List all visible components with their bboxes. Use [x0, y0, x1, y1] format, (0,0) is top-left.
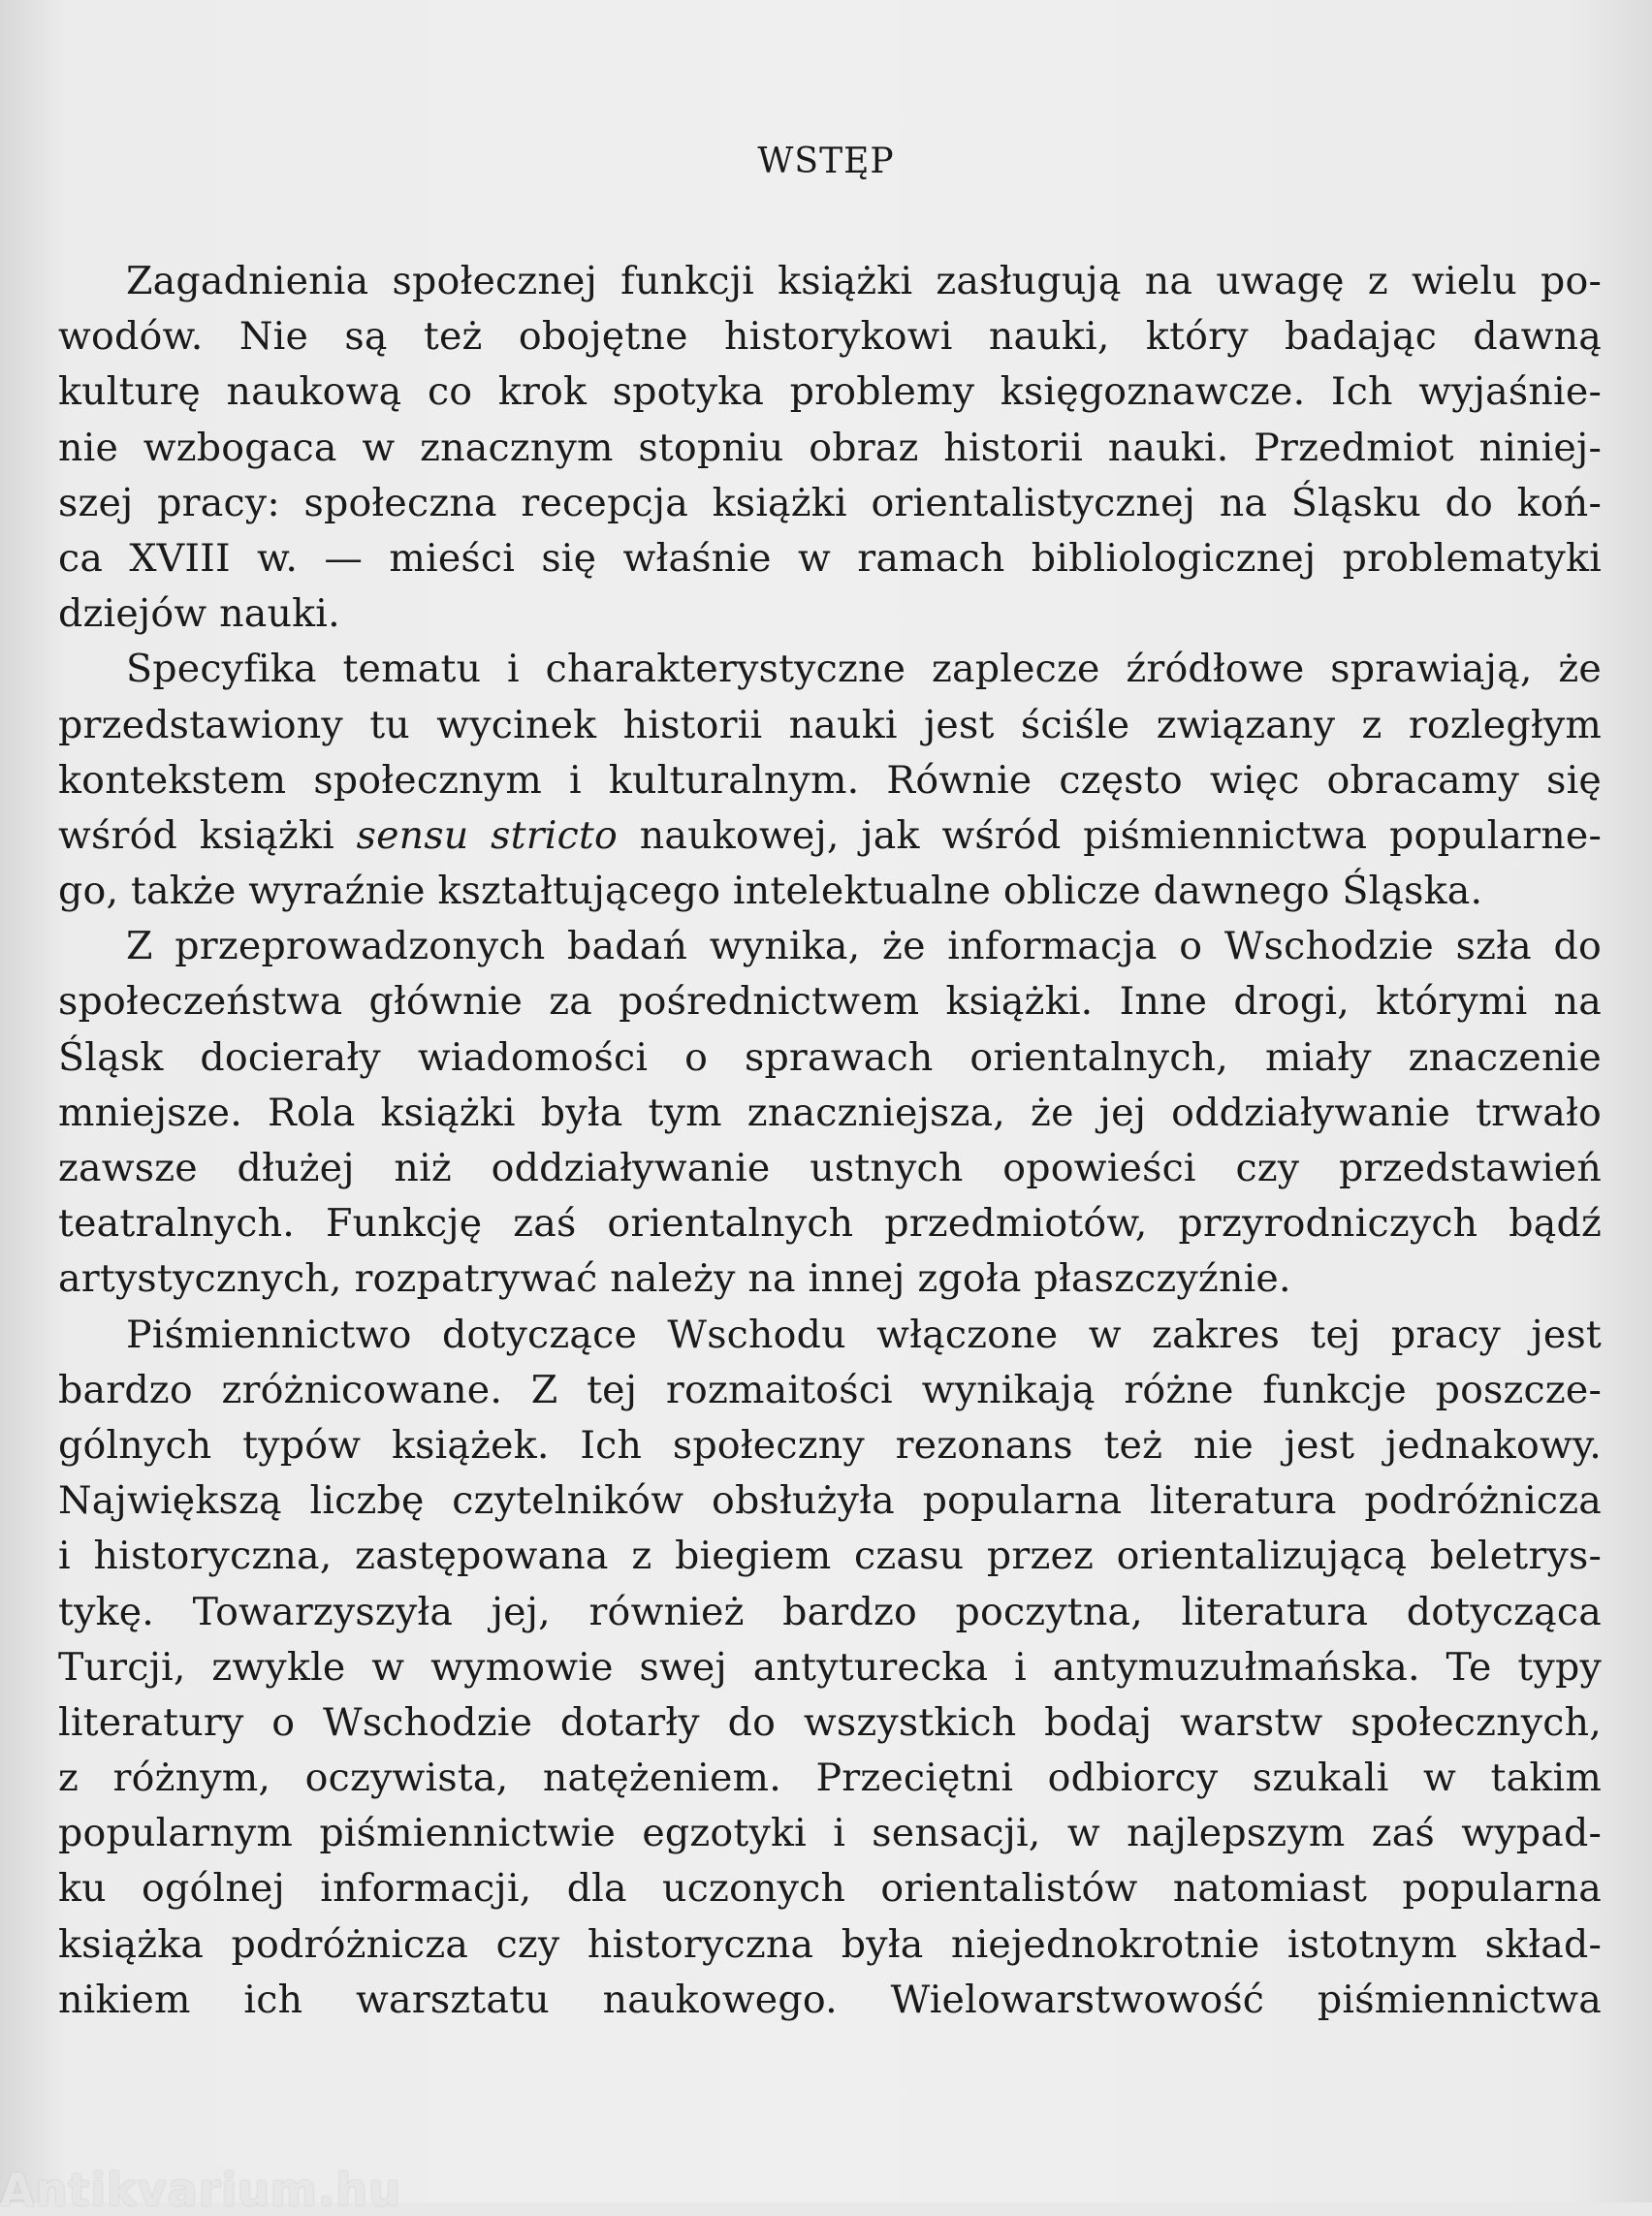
text-line: Piśmiennictwo dotyczące Wschodu włączone w zakres tej pracy jest [126, 1312, 1602, 1357]
text-fragment: wśród książki [58, 812, 357, 858]
paragraph [58, 919, 1602, 1307]
text-line: Śląsk docierały wiadomości o sprawach orientalnych, miały znaczenie [58, 1034, 1602, 1080]
text-line: popularnym piśmiennictwie egzotyki i sensacji, w najlepszym zaś wypad- [58, 1811, 1602, 1856]
text-line: szej pracy: społeczna recepcja książki orientalistycznej na Śląsku do koń- [58, 480, 1602, 525]
paragraph [58, 642, 1602, 919]
text-line: literatury o Wschodzie dotarły do wszystkich bodaj warstw społecznych, [58, 1699, 1602, 1745]
text-line: przedstawiony tu wycinek historii nauki jest ściśle związany z rozległym [58, 702, 1602, 747]
text-line: dziejów nauki. [58, 591, 340, 637]
text-line: Największą liczbę czytelników obsłużyła popularna literatura podróżnicza [58, 1478, 1602, 1524]
watermark: Antikvarium.hu [0, 2164, 401, 2216]
text-line: Specyfika tematu i charakterystyczne zaplecze źródłowe sprawiają, że [126, 647, 1602, 692]
text-line: gólnych typów książek. Ich społeczny rezonans też nie jest jednakowy. [58, 1422, 1602, 1468]
text-line: wodów. Nie są też obojętne historykowi nauki, który badając dawną [58, 314, 1602, 360]
text-line: Zagadnienia społecznej funkcji książki zasługują na uwagę z wielu po- [126, 259, 1602, 303]
text-line: książka podróżnicza czy historyczna była niejednokrotnie istotnym skład- [58, 1921, 1602, 1967]
text-line: ku ogólnej informacji, dla uczonych orientalistów natomiast popularna [58, 1866, 1602, 1912]
paragraph [58, 1308, 1602, 2028]
text-line: Z przeprowadzonych badań wynika, że informacja o Wschodzie szła do [126, 924, 1602, 969]
text-line: zawsze dłużej niż oddziaływanie ustnych opowieści czy przedstawień [58, 1146, 1602, 1190]
text-line: kontekstem społecznym i kulturalnym. Równie często więc obracamy się [58, 757, 1602, 803]
show-through-text [1251, 0, 1652, 235]
text-line: bardzo zróżnicowane. Z tej rozmaitości wynikają różne funkcje poszcze- [58, 1367, 1602, 1412]
text-line: Turcji, zwykle w wymowie swej antyturecka i antymuzułmańska. Te typy [58, 1644, 1602, 1690]
text-fragment: naukowej, jak wśród piśmiennictwa popularne- [618, 812, 1603, 858]
paragraph [58, 254, 1602, 642]
text-line-with-italic [58, 808, 1602, 864]
text-line: nikiem ich warsztatu naukowego. Wielowarstwowość piśmiennictwa [58, 1977, 1602, 2022]
text-line: go, także wyraźnie kształtującego intelektualne oblicze dawnego Śląska. [58, 869, 1483, 914]
text-line: nie wzbogaca w znacznym stopniu obraz historii nauki. Przedmiot niniej- [58, 425, 1602, 470]
text-line: i historyczna, zastępowana z biegiem czasu przez orientalizującą beletrys- [58, 1534, 1602, 1579]
text-line: tykę. Towarzyszyła jej, również bardzo poczytna, literatura dotycząca [58, 1589, 1602, 1634]
text-line: teatralnych. Funkcję zaś orientalnych przedmiotów, przyrodniczych bądź [58, 1201, 1602, 1247]
text-line: z różnym, oczywista, natężeniem. Przeciętni odbiorcy szukali w takim [58, 1756, 1602, 1801]
body-text [58, 254, 1602, 2028]
text-line: mniejsze. Rola książki była tym znaczniejsza, że jej oddziaływanie trwało [58, 1090, 1602, 1135]
text-line: kulturę naukową co krok spotyka problemy księgoznawcze. Ich wyjaśnie- [58, 369, 1602, 415]
text-line: artystycznych, rozpatrywać należy na innej zgoła płaszczyźnie. [58, 1256, 1291, 1302]
chapter-heading: WSTĘP [757, 142, 895, 181]
text-line: społeczeństwa głównie za pośrednictwem książki. Inne drogi, którymi na [58, 979, 1602, 1025]
italic-phrase: sensu stricto [356, 812, 618, 858]
text-line: ca XVIII w. — mieści się właśnie w ramach bibliologicznej problematyki [58, 535, 1602, 581]
